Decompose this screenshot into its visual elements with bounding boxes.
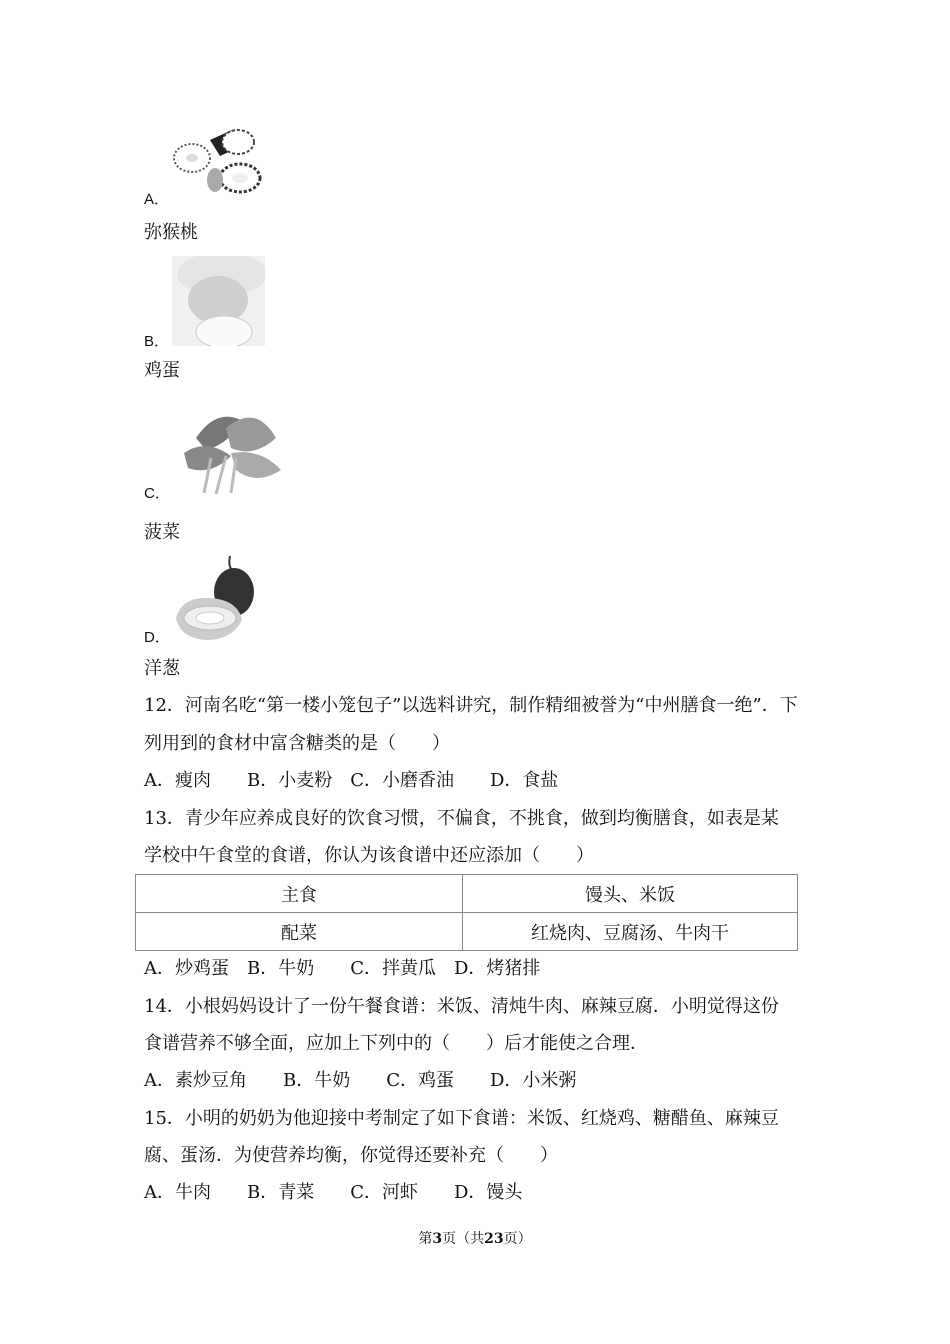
q13-line1: 13．青少年应养成良好的饮食习惯，不偏食，不挑食，做到均衡膳食，如表是某 xyxy=(144,808,779,829)
egg-image xyxy=(172,256,265,346)
menu-table xyxy=(135,874,798,951)
table-cell: 主食 xyxy=(136,875,463,913)
table-row xyxy=(136,875,798,913)
option-a-letter: A． xyxy=(144,191,170,208)
table-cell: 配菜 xyxy=(136,913,463,951)
option-c-caption: 菠菜 xyxy=(144,522,180,543)
kiwi-image xyxy=(170,122,265,197)
q14-line2: 食谱营养不够全面，应加上下列中的（ ）后才能使之合理． xyxy=(144,1033,648,1054)
q12-line2: 列用到的食材中富含糖类的是（ ） xyxy=(144,733,450,754)
table-cell: 馒头、米饭 xyxy=(463,875,798,913)
table-cell: 红烧肉、豆腐汤、牛肉干 xyxy=(463,913,798,951)
option-d-caption: 洋葱 xyxy=(144,658,180,679)
q15-line2: 腐、蛋汤．为使营养均衡，你觉得还要补充（ ） xyxy=(144,1145,558,1166)
q13-line2: 学校中午食堂的食谱，你认为该食谱中还应添加（ ） xyxy=(144,845,594,866)
option-a-caption: 弥猴桃 xyxy=(144,222,198,243)
option-d-letter: D． xyxy=(144,629,170,646)
onion-image xyxy=(172,556,257,641)
q15-options: A．牛肉 B．青菜 C．河虾 D．馒头 xyxy=(144,1182,523,1203)
footer-total-pages: 23 xyxy=(484,1231,504,1247)
q14-line1: 14．小根妈妈设计了一份午餐食谱：米饭、清炖牛肉、麻辣豆腐．小明觉得这份 xyxy=(144,996,779,1017)
footer-mid: 页（共 xyxy=(442,1231,485,1247)
q14-options: A．素炒豆角 B．牛奶 C．鸡蛋 D．小米粥 xyxy=(144,1070,577,1091)
q15-line1: 15．小明的奶奶为他迎接中考制定了如下食谱：米饭、红烧鸡、糖醋鱼、麻辣豆 xyxy=(144,1108,779,1129)
option-b-letter: B． xyxy=(144,333,170,350)
q12-line1: 12．河南名吃“第一楼小笼包子”以选料讲究，制作精细被誉为“中州膳食一绝”．下 xyxy=(144,695,798,716)
footer-suffix: 页） xyxy=(503,1231,532,1247)
option-c-letter: C． xyxy=(144,485,170,502)
option-b-caption: 鸡蛋 xyxy=(144,360,180,381)
footer-prefix: 第 xyxy=(418,1231,433,1247)
spinach-image xyxy=(176,398,286,496)
footer-page-number: 3 xyxy=(432,1231,443,1247)
q12-options: A．瘦肉 B．小麦粉 C．小磨香油 D．食盐 xyxy=(144,770,559,791)
q13-options: A．炒鸡蛋 B．牛奶 C．拌黄瓜 D．烤猪排 xyxy=(144,958,541,979)
page-footer xyxy=(0,1228,950,1248)
table-row xyxy=(136,913,798,951)
